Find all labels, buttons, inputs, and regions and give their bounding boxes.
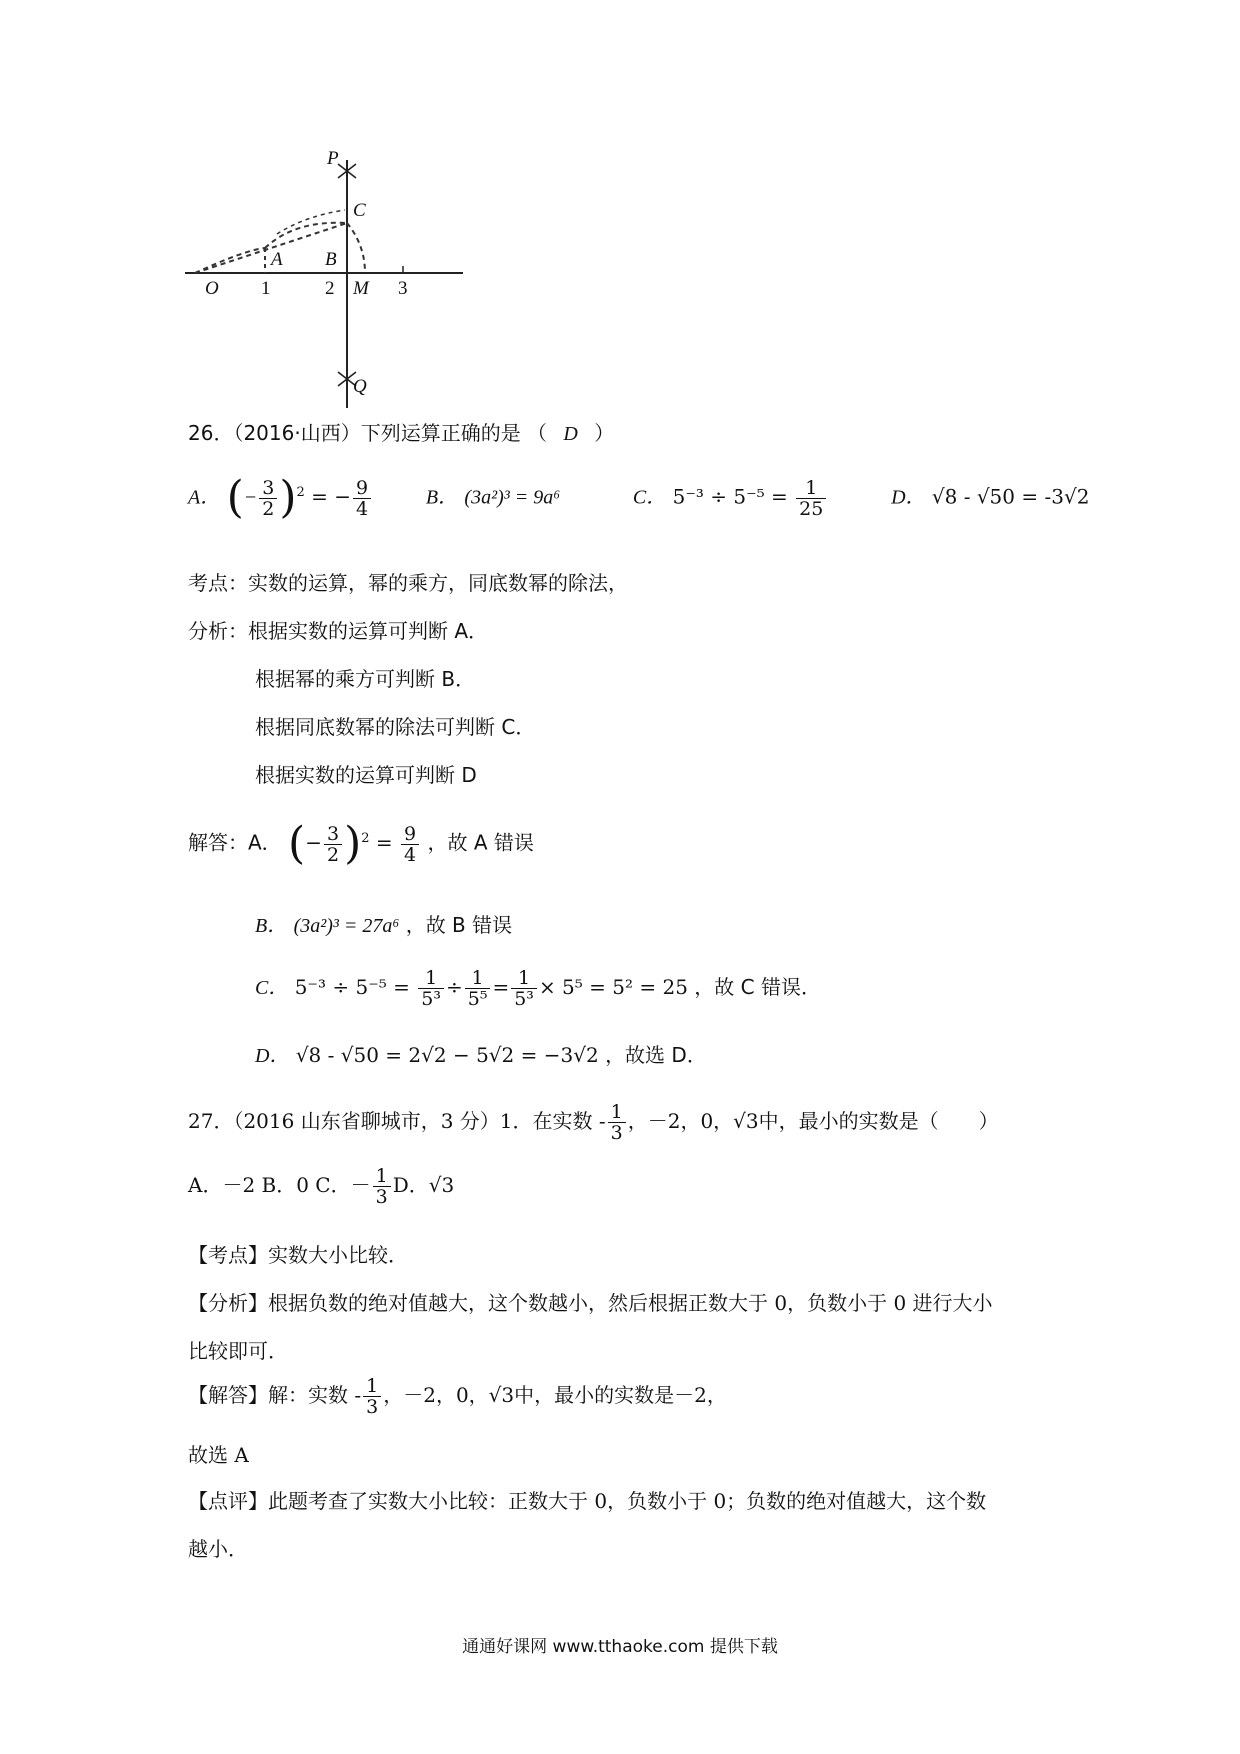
q27-fenxi-1: 【分析】根据负数的绝对值越大，这个数越小，然后根据正数大于 0，负数小于 0 进行大小 — [188, 1291, 993, 1315]
q26-fenxi-1: 分析：根据实数的运算可判断 A． — [188, 619, 489, 643]
option-c-expr: 5⁻³ ÷ 5⁻⁵ = — [672, 484, 788, 509]
q26-kaodian: 考点：实数的运算，幂的乘方，同底数幂的除法， — [188, 571, 628, 595]
q27-header-start: 27．（2016 山东省聊城市，3 分）1．在实数 - — [188, 1109, 606, 1133]
tick-1: 1 — [261, 278, 271, 299]
option-d-expr: √8 - √50 = -3√2 — [931, 484, 1090, 509]
q27-jieda-end: ，－2，0，√3中，最小的实数是－2， — [383, 1383, 727, 1407]
jieda-a-fraction: $\frac{3}{2}$ — [324, 824, 342, 865]
q27-options-start: A．－2 B．0 C．－ — [188, 1173, 371, 1197]
q26-jieda-b: B． (3a²)³ = 27a⁶ ，故 B 错误 — [255, 913, 513, 937]
option-b-label: B． — [425, 486, 459, 509]
option-c-fraction: $\frac{1}{25}$ — [796, 478, 826, 519]
q27-options: A．－2 B．0 C．－ $\frac{1}{3}$ D．√3 — [188, 1165, 455, 1208]
jieda-b-expr: (3a²)³ = 27a⁶ — [293, 915, 400, 937]
q26-fenxi-4: 根据实数的运算可判断 D — [255, 763, 477, 787]
label-o: O — [205, 278, 219, 299]
number-line-figure — [185, 150, 475, 410]
q26-answer: D — [563, 423, 578, 445]
paren-right: ) — [279, 472, 297, 523]
q26-jieda-c: C． 5⁻³ ÷ 5⁻⁵ = $\frac{1}{\text{5³}}$ ÷ $\frac{1}{\text{5⁵}}$ = $\frac{1}{\text{5³}}$ × 5⁵ = 5² = 25 ，故 C 错误． — [255, 967, 821, 1010]
label-c: C — [353, 200, 366, 221]
q27-options-end: D．√3 — [392, 1173, 455, 1197]
q27-kaodian: 【考点】实数大小比较． — [188, 1243, 408, 1267]
q27-jieda-start: 【解答】解：实数 - — [188, 1383, 362, 1407]
tick-2: 2 — [325, 278, 335, 299]
label-m: M — [353, 278, 369, 299]
label-q: Q — [353, 376, 367, 397]
q27-dianping-2: 越小． — [188, 1537, 248, 1561]
option-a-fraction: $\frac{3}{2}$ — [259, 478, 277, 519]
q27-header-end: ，－2，0，√3中，最小的实数是（ ） — [627, 1109, 999, 1133]
label-b: B — [325, 249, 337, 270]
label-p: P — [327, 148, 339, 169]
jieda-a-rhs: $\frac{9}{4}$ — [401, 824, 419, 865]
page-footer: 通通好课网 www.tthaoke.com 提供下载 — [462, 1637, 778, 1657]
jieda-c-end: = 5² = 25 — [589, 975, 688, 999]
q26-fenxi-3: 根据同底数幂的除法可判断 C． — [255, 715, 536, 739]
option-c-label: C． — [632, 486, 667, 509]
jieda-a-suffix: ，故 A 错误 — [427, 830, 534, 855]
label-a: A — [271, 249, 283, 270]
option-a-exp: 2 — [296, 484, 305, 500]
q26-jieda-d: D． √8 - √50 = 2√2 − 5√2 = −3√2 ，故选 D． — [255, 1043, 707, 1067]
option-a-label: A． — [188, 486, 221, 509]
option-b-expr: (3a²)³ = 9a⁶ — [464, 486, 561, 509]
q26-jieda-a: 解答：A． (− $\frac{3}{2}$ )$^2$ = $\frac{9}{4}$ ，故 A 错误 — [188, 818, 534, 869]
q26-header-text: 26．（2016·山西）下列运算正确的是 （ — [188, 421, 548, 445]
q26-options: A． (− $\frac{3}{2}$ )$^2$ = − $\frac{9}{4}$ B． (3a²)³ = 9a⁶ C． 5⁻³ ÷ 5⁻⁵ = $\frac{1}{25}$ D． √8 - √50 = -3√2 — [188, 472, 1090, 523]
option-a-rhs: $\frac{9}{4}$ — [353, 478, 371, 519]
q26-fenxi-2: 根据幂的乘方可判断 B． — [255, 667, 476, 691]
q27-fenxi-2: 比较即可． — [188, 1339, 288, 1363]
q27-third-fraction: $\frac{1}{3}$ — [608, 1102, 626, 1143]
paren-left: ( — [226, 472, 244, 523]
q27-guxuan: 故选 A — [188, 1443, 249, 1467]
option-d-label: D． — [891, 486, 926, 509]
q26-header — [188, 418, 614, 449]
q27-header — [188, 1102, 999, 1152]
jieda-d-expr: √8 - √50 = 2√2 − 5√2 = −3√2 — [295, 1043, 599, 1067]
q27-dianping-1: 【点评】此题考查了实数大小比较：正数大于 0，负数小于 0；负数的绝对值越大，这个数 — [188, 1489, 987, 1513]
q26-header-close: ） — [594, 421, 615, 445]
tick-3: 3 — [398, 278, 408, 299]
q27-jieda: 【解答】解：实数 - $\frac{1}{3}$ ，－2，0，√3中，最小的实数是－2， — [188, 1375, 727, 1418]
jieda-prefix: 解答：A． — [188, 830, 282, 855]
jieda-c-start: 5⁻³ ÷ 5⁻⁵ = — [294, 975, 410, 999]
